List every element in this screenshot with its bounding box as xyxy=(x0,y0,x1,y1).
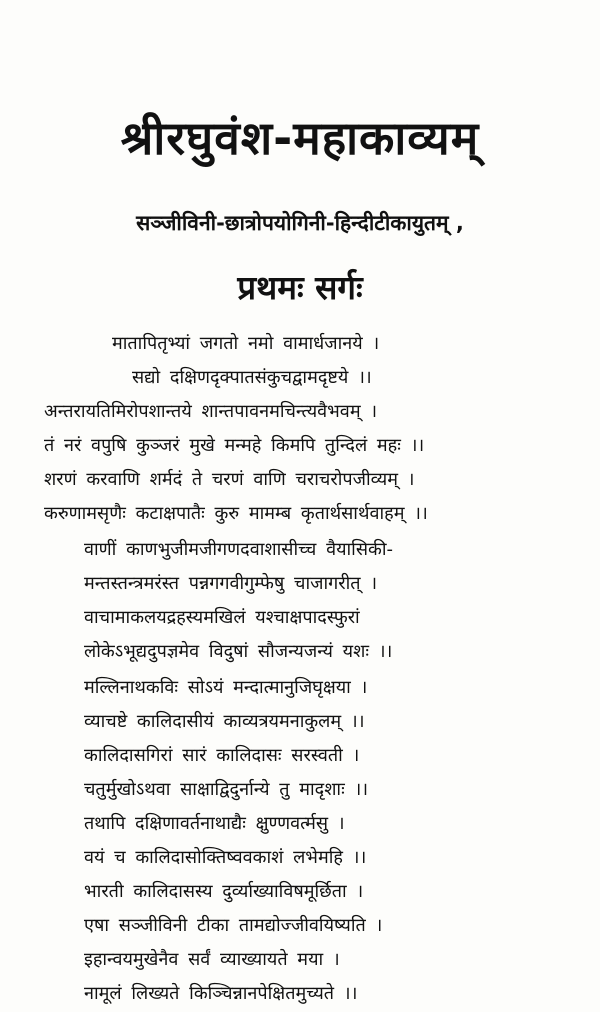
verse-line: इहान्वयमुखेनैव सर्वं व्याख्यायते मया । xyxy=(84,949,340,970)
verse-line: करुणामसृणैः कटाक्षपातैः कुरु मामम्ब कृतार्थसार्थवाहम् ।। xyxy=(44,503,428,524)
verse-line: भारती कालिदासस्य दुर्व्याख्याविषमूर्छिता । xyxy=(84,881,364,902)
verse-line: वयं च कालिदासोक्तिष्ववकाशं लभेमहि ।। xyxy=(84,847,367,868)
verse-line: मातापितृभ्यां जगतो नमो वामार्धजानये । xyxy=(112,333,380,354)
verse-line: नामूलं लिख्यते किञ्चिन्नानपेक्षितमुच्यते ।। xyxy=(84,983,358,1004)
verse-line: चतुर्मुखोऽथवा साक्षाद्विदुर्नान्ये तु मादृशाः ।। xyxy=(84,779,369,800)
verse-line: मल्लिनाथकविः सोऽयं मन्दात्मानुजिघृक्षया । xyxy=(84,677,368,698)
verse-line: तथापि दक्षिणावर्तनाथाद्यैः क्षुण्णवर्त्मसु । xyxy=(84,813,345,834)
verse-line: तं नरं वपुषि कुञ्जरं मुखे मन्महे किमपि तुन्दिलं महः ।। xyxy=(44,435,425,456)
verse-line: लोकेऽभूद्यदुपज्ञमेव विदुषां सौजन्यजन्यं यशः ।। xyxy=(84,641,393,662)
verse-line: वाचामाकलयद्रहस्यमखिलं यश्चाक्षपादस्फुरां xyxy=(84,607,360,628)
verse-line: अन्तरायतिमिरोपशान्तये शान्तपावनमचिन्त्यवैभवम् । xyxy=(44,401,378,422)
page-subtitle: सञ्जीविनी-छात्रोपयोगिनी-हिन्दीटीकायुतम् , xyxy=(136,211,464,235)
verse-line: व्याचष्टे कालिदासीयं काव्यत्रयमनाकुलम् ।। xyxy=(84,711,365,732)
verse-line: सद्यो दक्षिणदृक्पातसंकुचद्वामदृष्टये ।। xyxy=(132,367,372,388)
verse-line: एषा सञ्जीविनी टीका तामद्योज्जीवयिष्यति । xyxy=(84,915,383,936)
page-title: श्रीरघुवंश-महाकाव्यम् xyxy=(120,111,480,165)
verse-line: वाणीं काणभुजीमजीगणदवाशासीच्च वैयासिकी- xyxy=(84,539,393,560)
verse-line: मन्तस्तन्त्रमरंस्त पन्नगगवीगुम्फेषु चाजागरीत् । xyxy=(84,573,378,594)
canto-heading: प्रथमः सर्गः xyxy=(237,268,363,307)
verse-line: शरणं करवाणि शर्मदं ते चरणं वाणि चराचरोपजीव्यम् । xyxy=(44,469,415,490)
verse-line: कालिदासगिरां सारं कालिदासः सरस्वती । xyxy=(84,745,360,766)
